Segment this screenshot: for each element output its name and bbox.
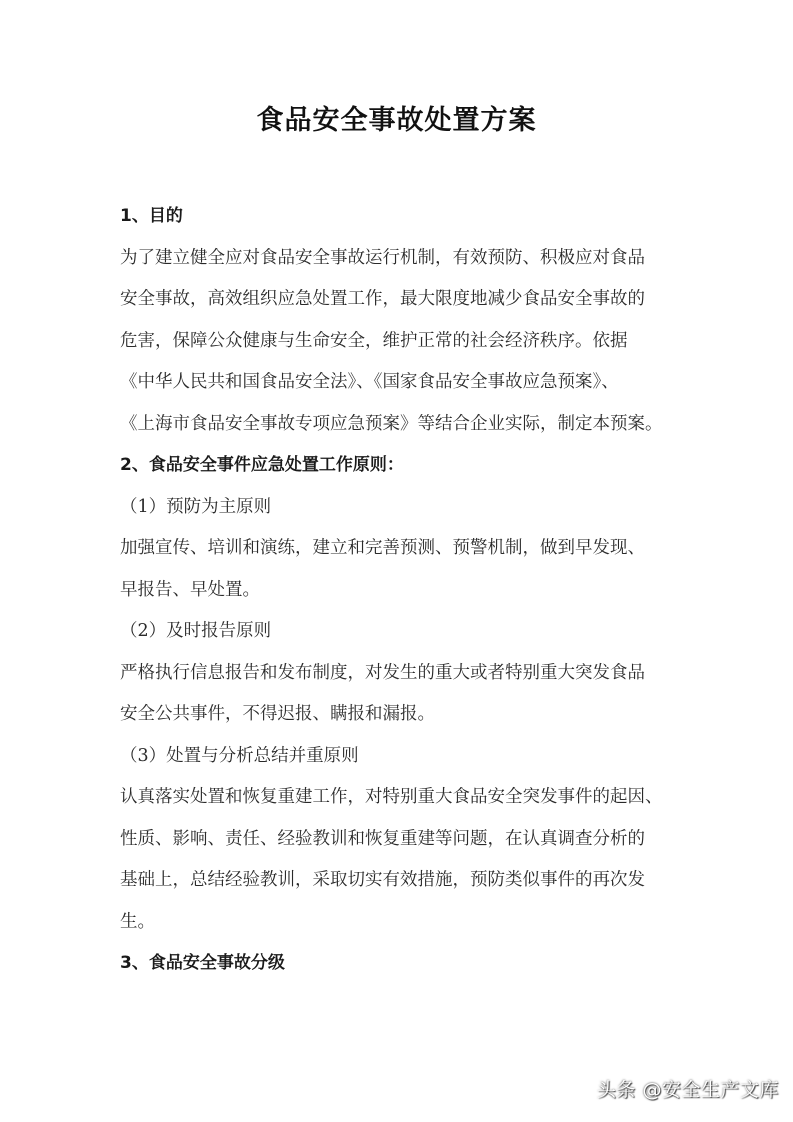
document-title: 食品安全事故处置方案 [256, 105, 537, 136]
subheading-handling-analysis: （3）处置与分析总结并重原则 [120, 745, 359, 766]
paragraph-line: 安全事故，高效组织应急处置工作，最大限度地减少食品安全事故的 [120, 289, 645, 309]
paragraph-line: 加强宣传、培训和演练，建立和完善预测、预警机制，做到早发现、 [120, 538, 645, 558]
paragraph-line: 危害，保障公众健康与生命安全，维护正常的社会经济秩序。依据 [120, 330, 628, 351]
watermark: 头条 @安全生产文库 [596, 1079, 779, 1101]
paragraph-line: 《中华人民共和国食品安全法》、《国家食品安全事故应急预案》、 [120, 372, 619, 392]
section-heading-purpose: 1、目的 [120, 206, 183, 226]
paragraph-line: 《上海市食品安全事故专项应急预案》等结合企业实际，制定本预案。 [120, 413, 663, 434]
document-body [120, 196, 690, 985]
paragraph-line: 严格执行信息报告和发布制度，对发生的重大或者特别重大突发食品 [120, 662, 645, 683]
paragraph-line: 为了建立健全应对食品安全事故运行机制，有效预防、积极应对食品 [120, 247, 645, 268]
paragraph-line: 早报告、早处置。 [120, 579, 260, 600]
subheading-prevention: （1）预防为主原则 [120, 496, 272, 517]
paragraph-line: 性质、影响、责任、经验教训和恢复重建等问题，在认真调查分析的 [120, 828, 645, 849]
section-heading-classification: 3、食品安全事故分级 [120, 953, 285, 973]
paragraph-line: 安全公共事件，不得迟报、瞒报和漏报。 [120, 704, 435, 724]
paragraph-line: 认真落实处置和恢复重建工作，对特别重大食品安全突发事件的起因、 [120, 787, 663, 807]
subheading-reporting: （2）及时报告原则 [120, 621, 272, 641]
paragraph-line: 生。 [120, 911, 155, 932]
section-heading-principles: 2、食品安全事件应急处置工作原则： [120, 455, 404, 475]
paragraph-line: 基础上，总结经验教训，采取切实有效措施，预防类似事件的再次发 [120, 870, 645, 890]
